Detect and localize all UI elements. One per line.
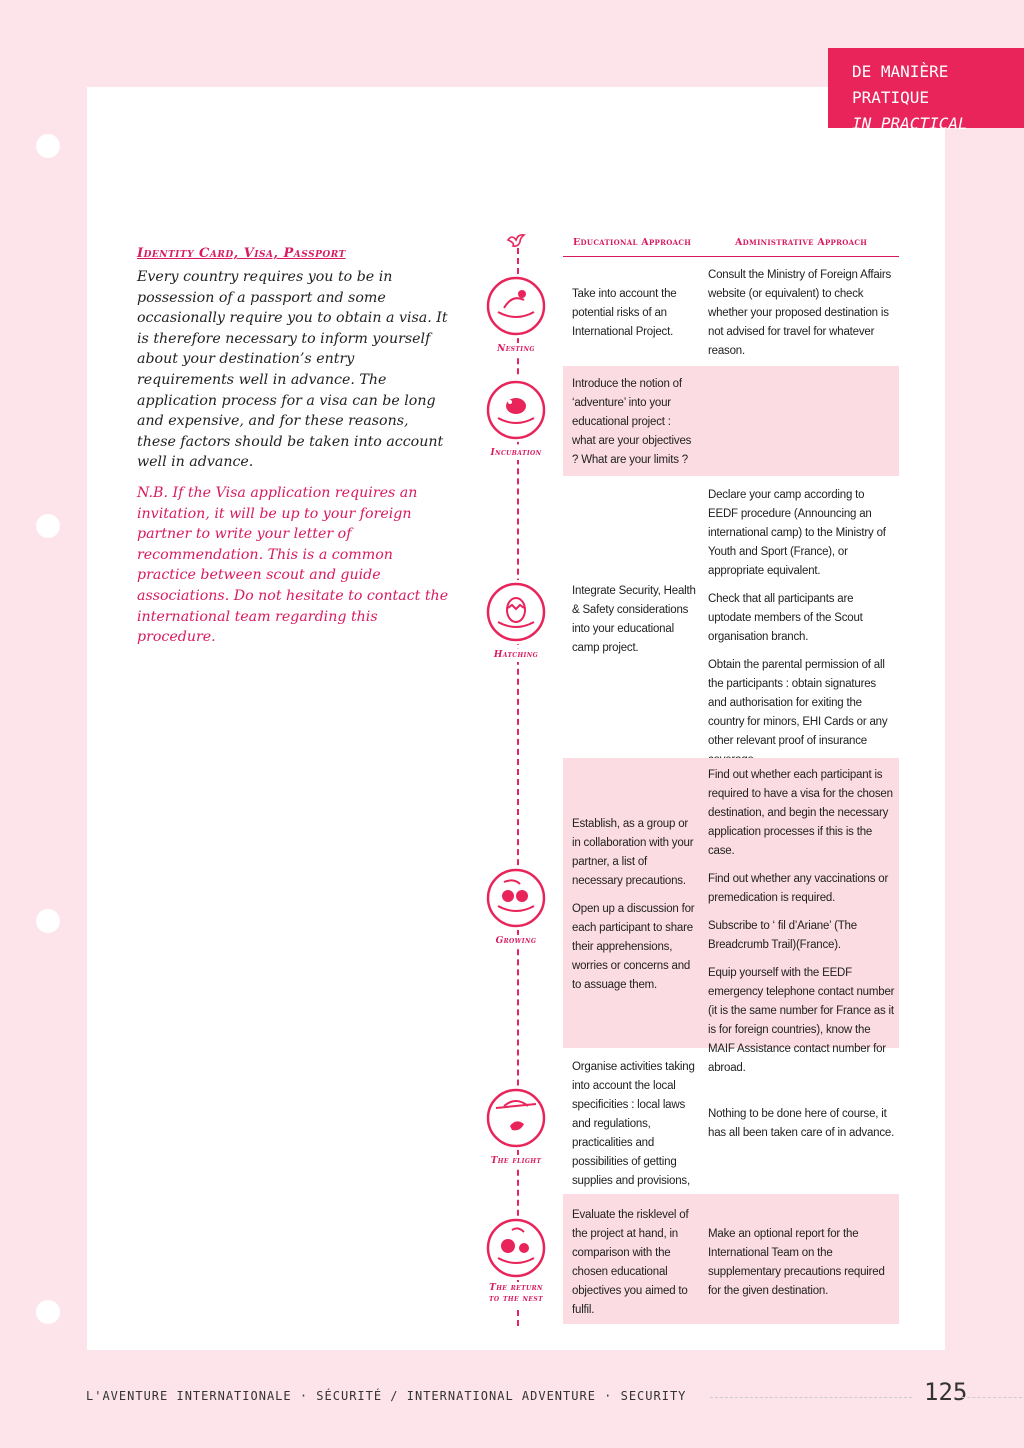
stage-hatching [466, 580, 566, 662]
chicks-icon [484, 866, 548, 930]
identity-section [137, 246, 449, 648]
educational-cell [572, 582, 696, 658]
section-tab [828, 48, 1024, 159]
administrative-cell [708, 1225, 896, 1301]
section-tab-en: IN PRACTICAL TERMS [852, 114, 968, 159]
administrative-cell [708, 766, 896, 1078]
cell-text: Find out whether any vaccinations or premedication is required. [708, 873, 889, 904]
binder-hole [36, 909, 60, 933]
bird-icon [506, 232, 528, 255]
cell-text: Obtain the parental permission of all the participants : obtain signatures and authorisation for exiting the country for minors, EHI Cards or any other relevant proof of insurance [708, 659, 888, 747]
cell-text: Integrate Security, Health & Safety considerations into your educational camp project. [572, 585, 696, 654]
cell-text: Consult the Ministry of Foreign Affairs website (or equivalent) to check whether your proposed destination is not advised for travel for whatever reason. [708, 269, 892, 357]
cell-text: Nothing to be done here of course, it has all been taken care of in advance. [708, 1108, 895, 1139]
stage-growing [466, 866, 566, 948]
educational-cell [572, 285, 696, 342]
footer-divider [962, 1397, 1022, 1398]
footer-divider [710, 1397, 912, 1398]
cell-text: Declare your camp according to EEDF procedure (Announcing an international camp) to the Ministry of Youth and Sport (France), or appropriate equivalent. [708, 489, 886, 577]
cell-text: Organise activities taking into account the local specificities : local laws and regulations, practicalities and possibilities of getting supplies and provisions, [572, 1061, 695, 1187]
binder-hole [36, 1300, 60, 1324]
section-body: Every country requires you to be in possession of a passport and some occasionally require you to obtain a visa. It is therefore necessary to inform yourself about your destination’s entry requirements well in advance. The application process for a visa can be long and expensive, and for these reasons, these factors should be taken into account well in advance. [137, 269, 448, 471]
table-row [563, 366, 899, 476]
footer-title: L'AVENTURE INTERNATIONALE · SÉCURITÉ / INTERNATIONAL ADVENTURE · SECURITY [86, 1389, 687, 1403]
table-row [563, 1048, 899, 1194]
table-row [563, 758, 899, 1074]
stage-incubation [466, 378, 566, 460]
stage-label: Incubation [490, 448, 542, 458]
bird-family-icon [484, 1216, 548, 1280]
stage-label: The return to the nest [482, 1282, 550, 1306]
section-tab-fr: DE MANIÈRE PRATIQUE [852, 62, 949, 107]
cell-text: Make an optional report for the International Team on the supplementary precautions required for the given destination. [708, 1228, 885, 1297]
hatching-icon [484, 580, 548, 644]
cell-text: Subscribe to ‘ fil d’Ariane’ (The Breadcrumb Trail)(France). [708, 920, 857, 951]
cell-text: Evaluate the risklevel of the project at hand, in comparison with the chosen educational objectives you aimed to fulfil. [572, 1209, 689, 1316]
nest-icon [484, 274, 548, 338]
educational-cell [572, 1206, 696, 1320]
stage-label: The flight [490, 1156, 542, 1166]
cell-text: Introduce the notion of ‘adventure’ into your educational project : what are your objectives ? What are your limits ? [572, 378, 692, 466]
table-header [563, 236, 899, 257]
educational-cell [572, 375, 696, 470]
egg-nest-icon [484, 378, 548, 442]
stage-return [466, 1216, 566, 1306]
binder-hole [36, 514, 60, 538]
cell-text: Check that all participants are uptodate members of the Scout organisation branch. [708, 593, 863, 643]
educational-cell [572, 1058, 696, 1210]
cell-text: Equip yourself with the EEDF emergency telephone contact number (it is the same number for France as it is for foreign countries), know the MAIF Assistance contact number for abroad. [708, 967, 895, 1074]
section-note: N.B. If the Visa application requires an invitation, it will be up to your foreign partner to write your letter of recommendation. This is a common practice between scout and guide associations. Do not hesitate to contact the international team regarding this procedure. [137, 484, 449, 646]
section-heading: Identity Card, Visa, Passport [137, 246, 346, 261]
educational-cell [572, 815, 696, 995]
binder-hole [36, 134, 60, 158]
column-header-administrative: Administrative Approach [735, 237, 868, 248]
table-row [563, 258, 899, 366]
stage-label: Hatching [493, 650, 539, 660]
cell-text: Find out whether each participant is required to have a visa for the chosen destination, and begin the necessary application processes if this is the case. [708, 769, 893, 857]
table-row [563, 476, 899, 758]
administrative-cell [708, 486, 896, 770]
stage-nesting [466, 274, 566, 356]
stage-label: Growing [495, 936, 537, 946]
cell-text: Open up a discussion for each participant to share their apprehensions, worries or concerns and to assuage them. [572, 903, 695, 991]
stage-label: Nesting [497, 344, 535, 354]
cell-text: Take into account the potential risks of an International Project. [572, 288, 677, 338]
flying-bird-icon [484, 1086, 548, 1150]
administrative-cell [708, 1105, 896, 1143]
table-row [563, 1194, 899, 1324]
page-number: 125 [924, 1378, 968, 1406]
cell-text: Establish, as a group or in collaboration with your partner, a list of necessary precautions. [572, 818, 694, 887]
column-header-educational: Educational Approach [573, 237, 692, 248]
administrative-cell [708, 266, 896, 361]
stage-flight [466, 1086, 566, 1168]
